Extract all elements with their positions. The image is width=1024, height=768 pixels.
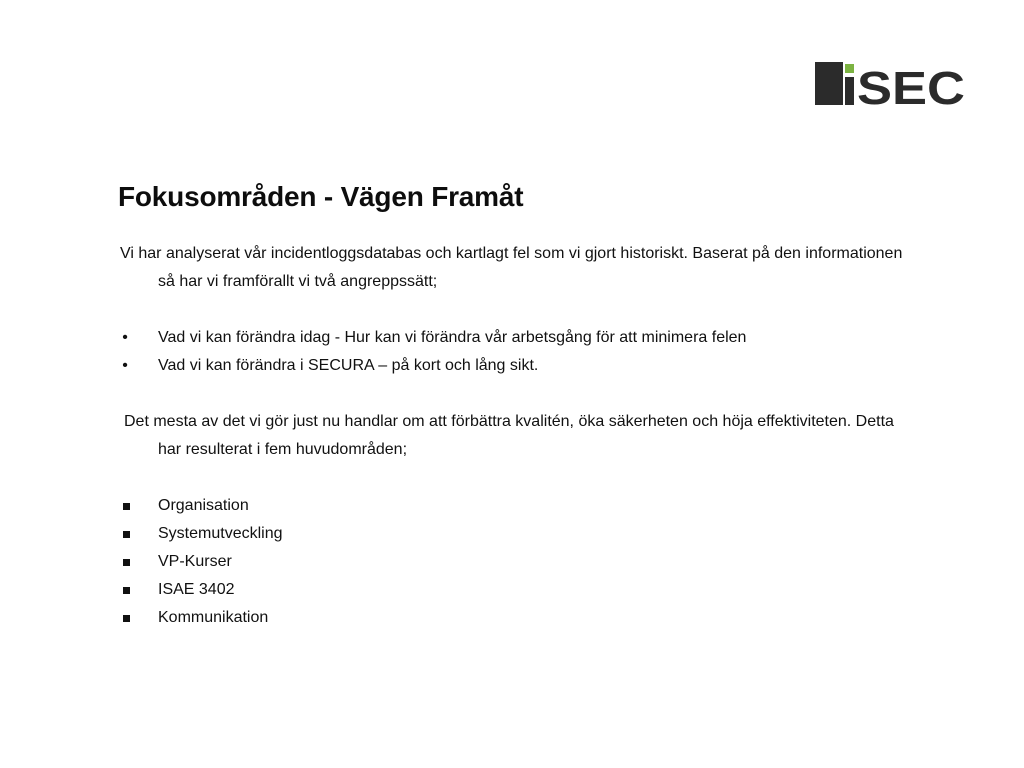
intro-paragraph: Vi har analyserat vår incidentloggsdatabas och kartlagt fel som vi gjort historiskt. Baserat på den informationen så har vi framförallt vi två angreppssätt; — [120, 245, 903, 290]
bullet-square-icon — [123, 503, 130, 510]
focus-area-text: Systemutveckling — [158, 525, 283, 542]
approach-item — [120, 352, 920, 380]
slide-body — [120, 240, 920, 632]
bullet-square-icon — [123, 559, 130, 566]
approach-item — [120, 324, 920, 352]
bullet-square-icon — [123, 531, 130, 538]
slide-title: Fokusområden - Vägen Framåt — [118, 181, 524, 212]
approach-text: Vad vi kan förändra i SECURA – på kort och lång sikt. — [158, 357, 539, 374]
focus-area-item — [120, 576, 920, 604]
focus-area-text: Organisation — [158, 497, 249, 514]
focus-area-item — [120, 548, 920, 576]
bullet-square-icon — [123, 587, 130, 594]
focus-area-item — [120, 604, 920, 632]
focus-area-item — [120, 520, 920, 548]
focus-area-text: ISAE 3402 — [158, 581, 235, 598]
svg-text:SEC: SEC — [857, 62, 965, 106]
focus-area-text: VP-Kurser — [158, 553, 232, 570]
bullet-square-icon — [123, 615, 130, 622]
summary-paragraph: Det mesta av det vi gör just nu handlar om att förbättra kvalitén, öka säkerheten och höja effektiviteten. Detta har resulterat i fem huvudområden; — [124, 413, 894, 458]
focus-area-text: Kommunikation — [158, 609, 269, 626]
isec-logo — [815, 62, 965, 106]
bullet-dot-icon: • — [122, 357, 128, 374]
approach-text: Vad vi kan förändra idag - Hur kan vi förändra vår arbetsgång för att minimera felen — [158, 329, 747, 346]
focus-area-item — [120, 492, 920, 520]
bullet-dot-icon: • — [122, 329, 128, 346]
